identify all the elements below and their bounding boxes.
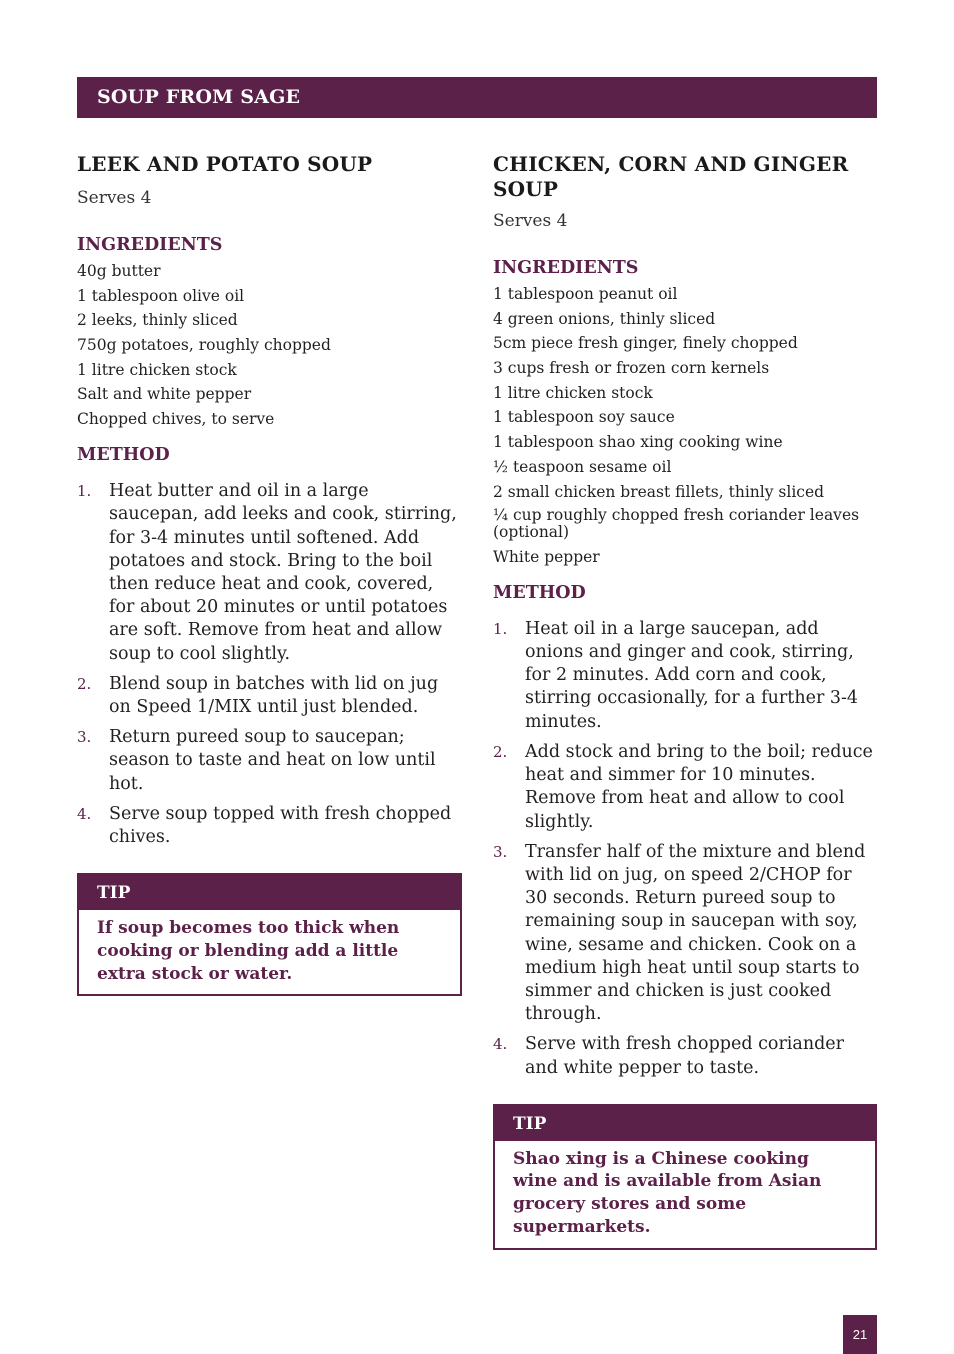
ingredient-item: 3 cups fresh or frozen corn kernels — [493, 359, 770, 378]
ingredient-item: 1 tablespoon olive oil — [77, 286, 245, 305]
step-number: 3. — [493, 842, 508, 861]
step-text: Heat oil in a large saucepan, add onions and ginger and cook, stirring, for 2 minutes. Add corn and cook, stirring occasionally, for a further 3-4 minutes. — [525, 618, 859, 732]
tip-text: Shao xing is a Chinese cooking wine and is available from Asian grocery stores and some supermarkets. — [513, 1148, 822, 1237]
method-step — [77, 803, 462, 849]
tip-heading: TIP — [79, 875, 460, 910]
page-number-text: 21 — [852, 1327, 868, 1342]
step-number: 1. — [493, 619, 508, 638]
ingredients-list — [77, 262, 462, 428]
ingredient-item: 2 leeks, thinly sliced — [77, 311, 238, 330]
method-step — [77, 480, 462, 666]
ingredient-item: ¼ cup roughly chopped fresh coriander leaves (optional) — [493, 506, 860, 542]
recipe-title: CHICKEN, CORN AND GINGER SOUP — [493, 152, 849, 201]
method-heading: METHOD — [493, 582, 586, 603]
ingredient-item: 1 litre chicken stock — [77, 360, 237, 379]
step-text: Add stock and bring to the boil; reduce heat and simmer for 10 minutes. Remove from heat and allow to cool slightly. — [525, 741, 873, 832]
method-step — [493, 1033, 877, 1079]
step-text: Transfer half of the mixture and blend with lid on jug, on speed 2/CHOP for 30 seconds. Return pureed soup to remaining soup in saucepan with soy, wine, sesame and chicken. Cook on a medium high heat until soup starts to simmer and chicken is just cooked through. — [525, 841, 866, 1025]
step-number: 4. — [77, 804, 92, 823]
method-step — [77, 726, 462, 796]
ingredients-heading: INGREDIENTS — [77, 235, 223, 255]
ingredient-item: 1 tablespoon peanut oil — [493, 285, 678, 303]
tip-box — [493, 1104, 877, 1250]
ingredient-item: 1 litre chicken stock — [493, 383, 653, 402]
tip-text: If soup becomes too thick when cooking or blending add a little extra stock or water. — [97, 918, 400, 984]
ingredient-item: 1 tablespoon soy sauce — [493, 408, 675, 427]
left-recipe — [77, 152, 462, 996]
section-banner — [77, 77, 877, 118]
method-step — [493, 841, 877, 1027]
right-recipe — [493, 152, 877, 1250]
ingredient-item: Salt and white pepper — [77, 385, 252, 404]
ingredient-item: Chopped chives, to serve — [77, 410, 275, 429]
method-list — [493, 618, 877, 1080]
method-step — [493, 618, 877, 734]
ingredient-item: 1 tablespoon shao xing cooking wine — [493, 433, 783, 452]
tip-heading: TIP — [495, 1106, 875, 1141]
serves-text: Serves 4 — [493, 211, 568, 231]
step-number: 2. — [77, 674, 92, 693]
step-number: 3. — [77, 728, 92, 747]
step-text: Return pureed soup to saucepan; season to taste and heat on low until hot. — [109, 727, 436, 794]
ingredient-item: 750g potatoes, roughly chopped — [77, 336, 331, 355]
step-number: 4. — [493, 1035, 508, 1054]
step-number: 1. — [77, 482, 92, 501]
step-number: 2. — [493, 742, 508, 761]
section-title: SOUP FROM SAGE — [97, 86, 301, 108]
ingredient-item: 5cm piece fresh ginger, finely chopped — [493, 334, 798, 353]
method-list — [77, 480, 462, 849]
step-text: Serve with fresh chopped coriander and white pepper to taste. — [525, 1034, 845, 1078]
ingredient-item: 4 green onions, thinly sliced — [493, 309, 716, 328]
ingredient-item: ½ teaspoon sesame oil — [493, 457, 672, 476]
method-step — [493, 741, 877, 834]
ingredients-heading: INGREDIENTS — [493, 258, 639, 278]
serves-text: Serves 4 — [77, 188, 152, 208]
step-text: Serve soup topped with fresh chopped chives. — [109, 803, 452, 847]
step-text: Blend soup in batches with lid on jug on Speed 1/MIX until just blended. — [109, 673, 439, 717]
method-step — [77, 673, 462, 719]
ingredient-item: White pepper — [493, 547, 600, 566]
method-heading: METHOD — [77, 445, 170, 466]
ingredient-item: 2 small chicken breast fillets, thinly sliced — [493, 482, 825, 501]
step-text: Heat butter and oil in a large saucepan, add leeks and cook, stirring, for 3-4 minutes until softened. Add potatoes and stock. Bring to the boil then reduce heat and cook, covered, for about 20 minutes or until potatoes are soft. Remove from heat and allow soup to cool slightly. — [109, 481, 457, 664]
ingredients-list — [493, 285, 877, 566]
page-number — [843, 1315, 877, 1354]
recipe-title: LEEK AND POTATO SOUP — [77, 152, 373, 176]
ingredient-item: 40g butter — [77, 262, 161, 280]
tip-box — [77, 873, 462, 996]
